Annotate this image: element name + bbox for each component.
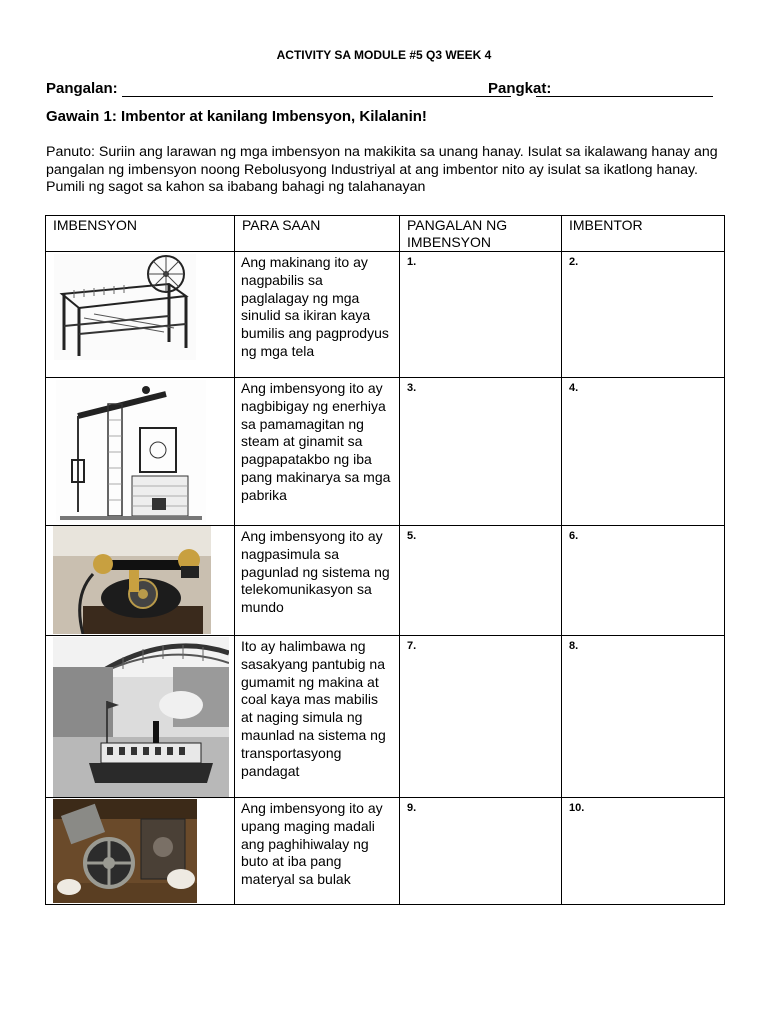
answer-cell-invention[interactable]: 7. [400,636,562,798]
image-cell [46,378,235,526]
table-row [46,798,725,905]
col-header-imbensyon: IMBENSYON [46,216,235,252]
table-header-row [46,216,725,252]
inventions-table [45,215,725,905]
col-header-para-saan: PARA SAAN [235,216,400,252]
worksheet-header: ACTIVITY SA MODULE #5 Q3 WEEK 4 [276,48,492,62]
purpose-cell: Ang imbensyong ito ay upang maging madali ang paghihiwalay ng buto at iba pang materyal sa bulak [235,798,400,905]
section-label: Pangkat: [488,80,552,97]
answer-cell-inventor[interactable]: 10. [562,798,725,905]
telephone-image [53,526,211,634]
steamboat-image [53,637,229,797]
cotton-gin-image [53,799,197,903]
name-label: Pangalan: [46,80,118,97]
answer-cell-inventor[interactable]: 2. [562,252,725,378]
spinning-jenny-image [54,254,196,360]
table-row [46,252,725,378]
col-header-pangalan: PANGALAN NG IMBENSYON [400,216,562,252]
image-cell [46,636,235,798]
table-row [46,526,725,636]
purpose-cell: Ang imbensyong ito ay nagbibigay ng enerhiya sa pamamagitan ng steam at ginamit sa pagpapatakbo ng iba pang makinarya sa mga pabrika [235,378,400,526]
answer-cell-inventor[interactable]: 6. [562,526,725,636]
answer-cell-invention[interactable]: 5. [400,526,562,636]
purpose-cell: Ang makinang ito ay nagpabilis sa paglalagay ng mga sinulid sa ikiran kaya bumilis ang pagprodyus ng mga tela [235,252,400,378]
table-row [46,378,725,526]
purpose-cell: Ito ay halimbawa ng sasakyang pantubig na gumamit ng makina at coal kaya mas mabilis at naging simula ng maunlad na sistema ng transportasyong pandagat [235,636,400,798]
image-cell [46,252,235,378]
purpose-cell: Ang imbensyong ito ay nagpasimula sa pagunlad ng sistema ng telekomunikasyon sa mundo [235,526,400,636]
answer-cell-invention[interactable]: 1. [400,252,562,378]
answer-cell-inventor[interactable]: 4. [562,378,725,526]
col-header-imbentor: IMBENTOR [562,216,725,252]
steam-engine-image [56,380,206,522]
activity-title: Gawain 1: Imbentor at kanilang Imbensyon, Kilalanin! [46,108,427,125]
section-field[interactable] [536,96,713,97]
instructions: Panuto: Suriin ang larawan ng mga imbensyon na makikita sa unang hanay. Isulat sa ikalawang hanay ang pangalan ng imbensyon noong Rebolusyong Industriyal at ang imbentor nito ay isulat sa ikatlong hanay. Pumili ng sagot sa kahon sa ibabang bahagi ng talahanayan [46,144,718,195]
image-cell [46,798,235,905]
table-row [46,636,725,798]
answer-cell-invention[interactable]: 9. [400,798,562,905]
answer-cell-inventor[interactable]: 8. [562,636,725,798]
image-cell [46,526,235,636]
name-row [46,80,726,102]
answer-cell-invention[interactable]: 3. [400,378,562,526]
name-field[interactable] [122,96,511,97]
